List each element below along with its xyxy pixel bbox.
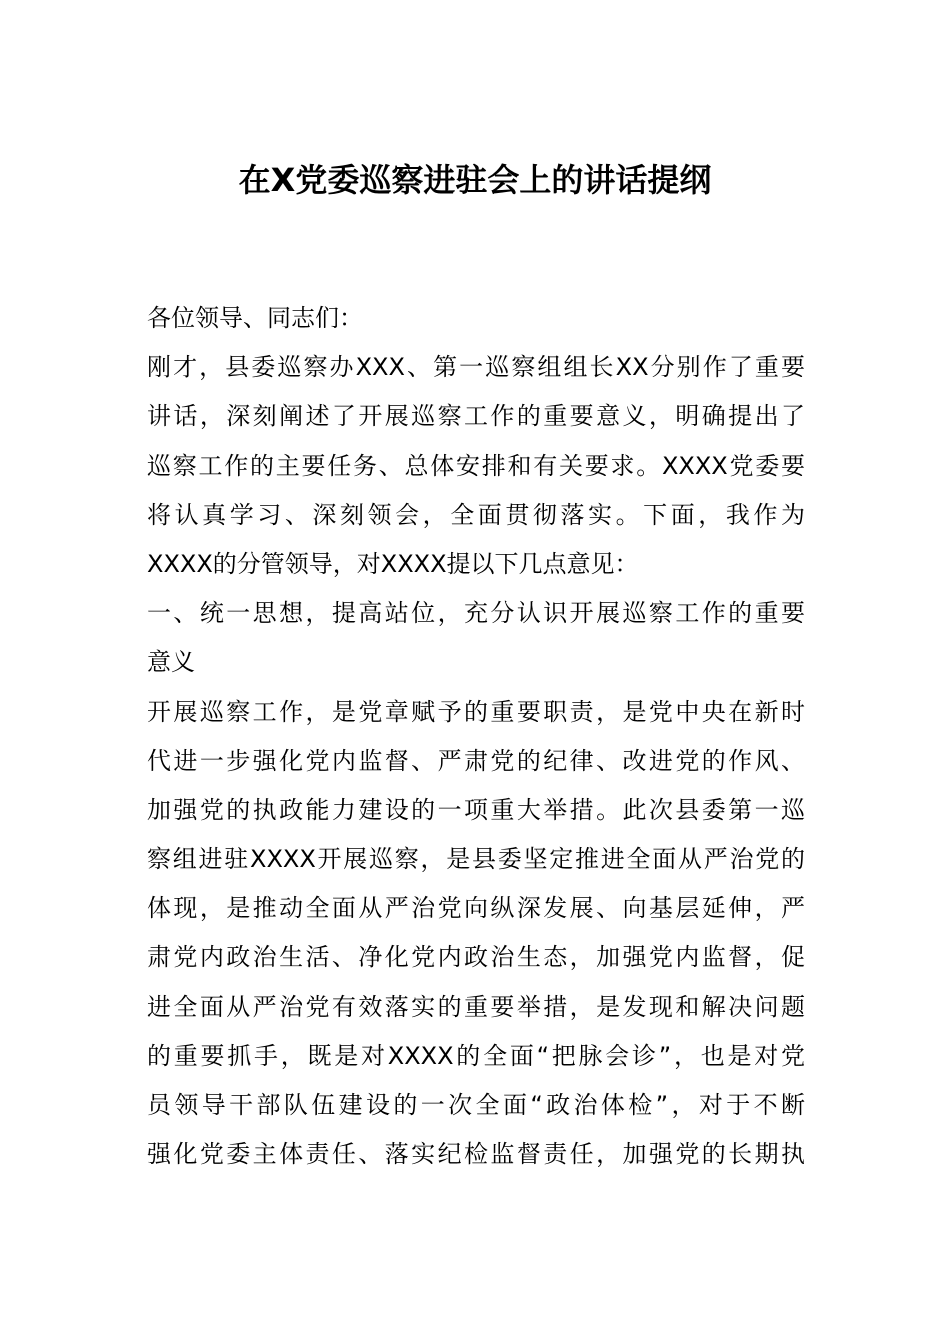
text-line: 将认真学习、深刻领会，全面贯彻落实。下面，我作为 xyxy=(147,500,805,529)
text-line: 开展巡察工作，是党章赋予的重要职责，是党中央在新时 xyxy=(147,697,805,726)
text-line: 肃党内政治生活、净化党内政治生态，加强党内监督，促 xyxy=(147,943,805,972)
text-line: 代进一步强化党内监督、严肃党的纪律、改进党的作风、 xyxy=(147,746,805,775)
text-line: 察组进驻XXXX开展巡察，是县委坚定推进全面从严治党的 xyxy=(147,845,805,874)
text-line: 巡察工作的主要任务、总体安排和有关要求。XXXX党委要 xyxy=(147,451,805,480)
text-line: 刚才，县委巡察办XXX、第一巡察组组长XX分别作了重要 xyxy=(147,353,805,382)
text-line: 强化党委主体责任、落实纪检监督责任，加强党的长期执 xyxy=(147,1140,805,1169)
text-line: 体现，是推动全面从严治党向纵深发展、向基层延伸，严 xyxy=(147,894,805,923)
document-title: 在X党委巡察进驻会上的讲话提纲 xyxy=(238,161,712,199)
text-line: 各位领导、同志们： xyxy=(147,304,363,332)
text-line: 讲话，深刻阐述了开展巡察工作的重要意义，明确提出了 xyxy=(147,402,805,431)
text-line: 意义 xyxy=(147,648,195,677)
text-line: 的重要抓手，既是对XXXX的全面“把脉会诊”，也是对党 xyxy=(147,1041,805,1070)
text-line: XXXX的分管领导，对XXXX提以下几点意见： xyxy=(147,549,639,578)
text-line: 员领导干部队伍建设的一次全面“政治体检”，对于不断 xyxy=(147,1091,805,1119)
text-line: 加强党的执政能力建设的一项重大举措。此次县委第一巡 xyxy=(147,795,805,824)
document-body xyxy=(147,300,805,1185)
text-line: 一、统一思想，提高站位，充分认识开展巡察工作的重要 xyxy=(147,599,805,628)
text-line: 进全面从严治党有效落实的重要举措，是发现和解决问题 xyxy=(147,992,805,1021)
